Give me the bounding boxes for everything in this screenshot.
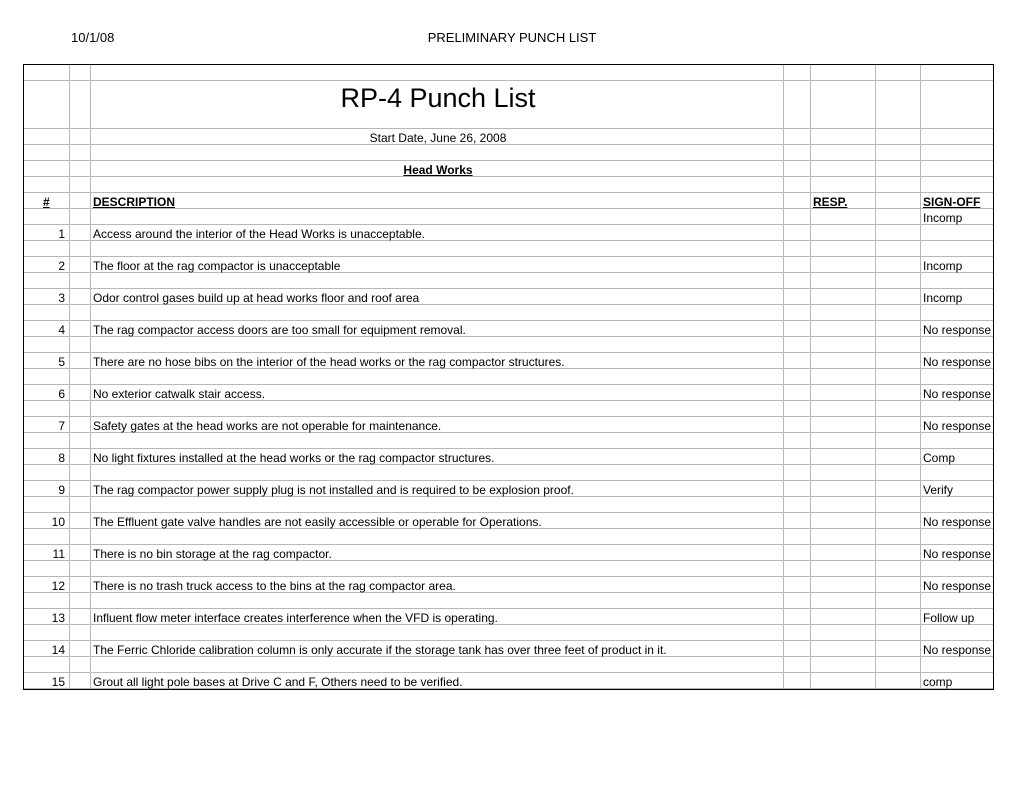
item-description: There are no hose bibs on the interior of the head works or the rag compactor structures. [93,355,565,369]
row-line [24,512,993,513]
row-line [24,448,993,449]
item-description: The rag compactor access doors are too small for equipment removal. [93,323,466,337]
item-signoff: Incomp [923,259,963,273]
row-line [24,384,993,385]
item-signoff: No response [923,387,992,401]
item-description: Grout all light pole bases at Drive C and F, Others need to be verified. [93,675,463,689]
item-signoff: Verify [923,483,954,497]
row-line [24,576,993,577]
row-line [24,128,993,129]
item-signoff: Comp [923,451,956,465]
page-header-title: PRELIMINARY PUNCH LIST [427,30,597,45]
row-line [24,544,993,545]
column-line [90,65,91,689]
item-description: The Ferric Chloride calibration column is only accurate if the storage tank has over three feet of product in it. [93,643,667,657]
row-line [24,480,993,481]
item-number: 4 [58,323,65,337]
start-date: Start Date, June 26, 2008 [369,131,507,145]
item-number: 3 [58,291,65,305]
item-description: No exterior catwalk stair access. [93,387,266,401]
item-description: The floor at the rag compactor is unacceptable [93,259,341,273]
item-signoff: No response [923,323,992,337]
item-description: Odor control gases build up at head works floor and roof area [93,291,420,305]
page-date: 10/1/08 [71,30,115,45]
item-signoff: Follow up [923,611,975,625]
column-line [69,65,70,689]
item-description: There is no trash truck access to the bins at the rag compactor area. [93,579,456,593]
section-title: Head Works [403,163,473,177]
item-description: There is no bin storage at the rag compactor. [93,547,332,561]
item-description: The Effluent gate valve handles are not easily accessible or operable for Operations. [93,515,542,529]
item-signoff: No response [923,579,992,593]
item-signoff: comp [923,675,953,689]
item-number: 5 [58,355,65,369]
row-line [24,640,993,641]
item-description: Safety gates at the head works are not operable for maintenance. [93,419,442,433]
row-line [24,608,993,609]
item-number: 10 [51,515,65,529]
document-title: RP-4 Punch List [340,83,536,113]
item-number: 11 [52,547,65,561]
row-line [24,288,993,289]
item-signoff: No response [923,547,992,561]
punch-list-sheet [23,64,994,690]
item-number: 7 [58,419,65,433]
row-line [24,80,993,81]
row-line [24,192,993,193]
row-line [24,160,993,161]
row-line [24,224,993,225]
item-number: 12 [51,579,65,593]
column-line [920,65,921,689]
row-line [24,416,993,417]
item-number: 2 [58,259,65,273]
item-number: 14 [51,643,65,657]
column-line [875,65,876,689]
item-description: The rag compactor power supply plug is not installed and is required to be explosion proof. [93,483,574,497]
item-signoff: No response [923,515,992,529]
item-description: Influent flow meter interface creates interference when the VFD is operating. [93,611,498,625]
item-number: 1 [58,227,65,241]
column-line [810,65,811,689]
item-description: Access around the interior of the Head Works is unacceptable. [93,227,425,241]
item-signoff: Incomp [923,291,963,305]
row-line [24,352,993,353]
item-signoff: No response [923,419,992,433]
item-number: 13 [51,611,65,625]
item-description: No light fixtures installed at the head works or the rag compactor structures. [93,451,495,465]
row-line [24,320,993,321]
item-number: 8 [58,451,65,465]
column-header-number: # [43,195,50,209]
item-signoff: No response [923,355,992,369]
signoff-value: Incomp [923,211,963,225]
column-header-signoff: SIGN-OFF [923,195,981,209]
column-line [783,65,784,689]
item-number: 9 [58,483,65,497]
item-signoff: No response [923,643,992,657]
row-line [24,256,993,257]
item-number: 15 [51,675,65,689]
row-line [24,672,993,673]
column-header-description: DESCRIPTION [93,195,176,209]
item-number: 6 [58,387,65,401]
column-header-responsible: RESP. [813,195,848,209]
